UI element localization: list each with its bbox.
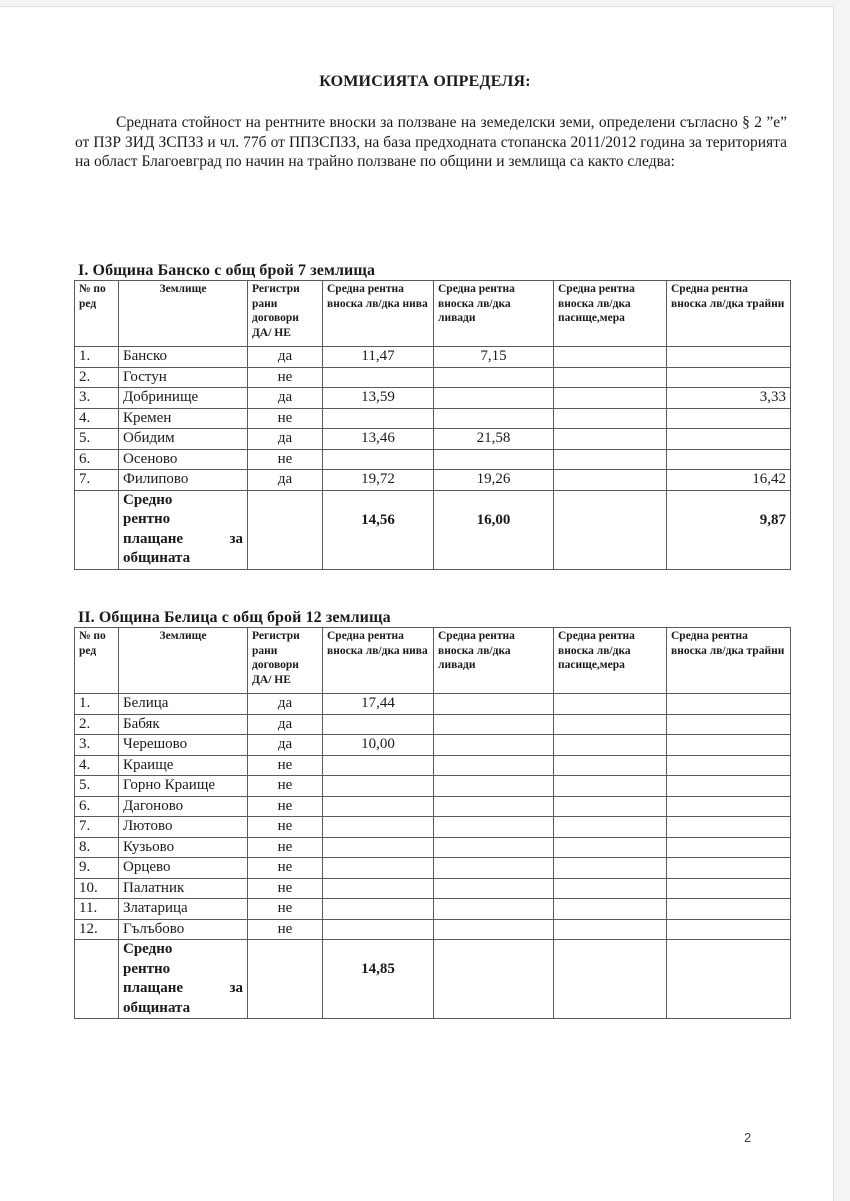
cell-arable [323, 858, 434, 879]
cell-registered: да [248, 694, 323, 715]
summary-row [75, 940, 791, 1019]
cell-perennial: 3,33 [667, 388, 791, 409]
cell-arable: 17,44 [323, 694, 434, 715]
table-row [75, 735, 791, 756]
table-row [75, 899, 791, 920]
cell-pasture [554, 878, 667, 899]
cell-arable [323, 919, 434, 940]
cell-no: 7. [75, 817, 119, 838]
cell-registered: не [248, 367, 323, 388]
cell-no: 8. [75, 837, 119, 858]
cell-registered: не [248, 858, 323, 879]
cell-arable [323, 755, 434, 776]
summary-arable: 14,56 [323, 490, 434, 569]
table-row [75, 817, 791, 838]
table-row [75, 776, 791, 797]
cell-pasture [554, 735, 667, 756]
cell-pasture [554, 919, 667, 940]
summary-label-word: плащане [123, 530, 184, 547]
cell-land: Добринище [119, 388, 248, 409]
cell-arable [323, 796, 434, 817]
cell-perennial [667, 449, 791, 470]
document-page [0, 6, 834, 1201]
cell-empty [75, 490, 119, 569]
cell-land: Обидим [119, 429, 248, 450]
table-row [75, 429, 791, 450]
cell-meadows [434, 755, 554, 776]
table-row [75, 714, 791, 735]
summary-perennial: 9,87 [667, 490, 791, 569]
cell-empty [248, 490, 323, 569]
summary-label-word: за [229, 980, 243, 996]
rent-table-bansko [74, 280, 791, 570]
cell-perennial [667, 367, 791, 388]
cell-perennial [667, 837, 791, 858]
summary-label-line: общината [123, 999, 191, 1016]
cell-arable: 13,59 [323, 388, 434, 409]
cell-meadows [434, 796, 554, 817]
cell-registered: не [248, 899, 323, 920]
cell-registered: не [248, 449, 323, 470]
cell-perennial [667, 858, 791, 879]
table-row [75, 408, 791, 429]
cell-no: 6. [75, 796, 119, 817]
cell-land: Краище [119, 755, 248, 776]
cell-land: Палатник [119, 878, 248, 899]
col-header-meadows: Средна рентна вноска лв/дка ливади [434, 281, 554, 347]
cell-no: 10. [75, 878, 119, 899]
cell-land: Златарица [119, 899, 248, 920]
cell-land: Лютово [119, 817, 248, 838]
cell-arable [323, 714, 434, 735]
section-heading-bansko: I. Община Банско с общ брой 7 землища [78, 262, 376, 279]
cell-registered: да [248, 735, 323, 756]
cell-arable [323, 899, 434, 920]
col-header-land: Землище [119, 628, 248, 694]
cell-registered: не [248, 878, 323, 899]
cell-perennial [667, 919, 791, 940]
cell-meadows [434, 388, 554, 409]
cell-perennial [667, 347, 791, 368]
cell-meadows [434, 817, 554, 838]
col-header-registered: Регистри рани договори ДА/ НЕ [248, 628, 323, 694]
cell-no: 9. [75, 858, 119, 879]
col-header-no: № по ред [75, 281, 119, 347]
table-header-row [75, 628, 791, 694]
cell-arable [323, 817, 434, 838]
cell-registered: да [248, 347, 323, 368]
cell-land: Орцево [119, 858, 248, 879]
cell-arable: 10,00 [323, 735, 434, 756]
table-row [75, 449, 791, 470]
cell-arable [323, 878, 434, 899]
cell-meadows [434, 837, 554, 858]
cell-pasture [554, 408, 667, 429]
cell-perennial: 16,42 [667, 470, 791, 491]
cell-perennial [667, 776, 791, 797]
cell-perennial [667, 796, 791, 817]
cell-registered: не [248, 408, 323, 429]
cell-registered: не [248, 837, 323, 858]
cell-meadows [434, 919, 554, 940]
cell-no: 2. [75, 367, 119, 388]
cell-registered: да [248, 714, 323, 735]
cell-meadows [434, 408, 554, 429]
cell-pasture [554, 796, 667, 817]
table-row [75, 796, 791, 817]
summary-label-line: Средно [123, 941, 173, 957]
cell-land: Дагоново [119, 796, 248, 817]
table-row [75, 837, 791, 858]
cell-pasture [554, 899, 667, 920]
table-row [75, 878, 791, 899]
summary-label [119, 490, 248, 569]
cell-meadows [434, 899, 554, 920]
col-header-perennial: Средна рентна вноска лв/дка трайни [667, 628, 791, 694]
cell-pasture [554, 858, 667, 879]
cell-perennial [667, 878, 791, 899]
cell-pasture [554, 347, 667, 368]
cell-no: 5. [75, 776, 119, 797]
cell-pasture [554, 837, 667, 858]
cell-land: Черешово [119, 735, 248, 756]
cell-land: Гостун [119, 367, 248, 388]
cell-pasture [554, 817, 667, 838]
cell-no: 4. [75, 408, 119, 429]
cell-arable [323, 837, 434, 858]
summary-arable: 14,85 [323, 940, 434, 1019]
cell-perennial [667, 694, 791, 715]
cell-arable: 13,46 [323, 429, 434, 450]
table-row [75, 694, 791, 715]
cell-pasture [554, 429, 667, 450]
cell-meadows [434, 367, 554, 388]
cell-registered: да [248, 470, 323, 491]
table-header-row [75, 281, 791, 347]
cell-arable [323, 449, 434, 470]
col-header-registered: Регистри рани договори ДА/ НЕ [248, 281, 323, 347]
cell-arable [323, 776, 434, 797]
cell-perennial [667, 817, 791, 838]
table-row [75, 367, 791, 388]
cell-no: 3. [75, 735, 119, 756]
cell-meadows [434, 714, 554, 735]
summary-label-line: рентно [123, 960, 171, 977]
col-header-land: Землище [119, 281, 248, 347]
cell-arable: 11,47 [323, 347, 434, 368]
col-header-perennial: Средна рентна вноска лв/дка трайни [667, 281, 791, 347]
summary-perennial [667, 940, 791, 1019]
cell-pasture [554, 694, 667, 715]
summary-label [119, 940, 248, 1019]
cell-meadows: 21,58 [434, 429, 554, 450]
cell-perennial [667, 408, 791, 429]
cell-meadows [434, 858, 554, 879]
summary-pasture [554, 940, 667, 1019]
summary-label-word: за [229, 530, 243, 547]
col-header-pasture: Средна рентна вноска лв/дка пасище,мера [554, 628, 667, 694]
col-header-meadows: Средна рентна вноска лв/дка ливади [434, 628, 554, 694]
section-heading-belitsa: II. Община Белица с общ брой 12 землища [78, 609, 391, 626]
summary-label-line [123, 979, 243, 999]
col-header-no: № по ред [75, 628, 119, 694]
cell-meadows [434, 449, 554, 470]
table-row [75, 347, 791, 368]
cell-meadows: 19,26 [434, 470, 554, 491]
cell-meadows [434, 694, 554, 715]
summary-row [75, 490, 791, 569]
document-title: КОМИСИЯТА ОПРЕДЕЛЯ: [319, 73, 531, 90]
summary-label-line: общината [123, 550, 191, 566]
cell-arable [323, 367, 434, 388]
cell-registered: не [248, 776, 323, 797]
cell-empty [75, 940, 119, 1019]
cell-arable [323, 408, 434, 429]
page-number: 2 [744, 1130, 752, 1145]
cell-land: Белица [119, 694, 248, 715]
cell-land: Бабяк [119, 714, 248, 735]
cell-no: 1. [75, 694, 119, 715]
intro-paragraph: Средната стойност на рентните вноски за ползване на земеделски земи, определени съгласно § 2 ”е” от ПЗР ЗИД ЗСПЗЗ и чл. 77б от ППЗСПЗЗ, на база предходната стопанска 2011/2012 година за територията на област Благоевград по начин на трайно ползване по общини и землища са както следва: [75, 114, 787, 170]
cell-pasture [554, 755, 667, 776]
cell-registered: да [248, 429, 323, 450]
cell-meadows: 7,15 [434, 347, 554, 368]
cell-no: 2. [75, 714, 119, 735]
cell-no: 7. [75, 470, 119, 491]
cell-registered: не [248, 796, 323, 817]
summary-label-line: рентно [123, 511, 171, 527]
cell-land: Кремен [119, 408, 248, 429]
cell-pasture [554, 367, 667, 388]
cell-pasture [554, 449, 667, 470]
cell-land: Банско [119, 347, 248, 368]
cell-no: 5. [75, 429, 119, 450]
table-row [75, 388, 791, 409]
table-row [75, 858, 791, 879]
cell-pasture [554, 388, 667, 409]
cell-perennial [667, 429, 791, 450]
cell-registered: не [248, 755, 323, 776]
cell-meadows [434, 735, 554, 756]
cell-empty [248, 940, 323, 1019]
summary-label-word: плащане [123, 980, 184, 996]
cell-registered: не [248, 919, 323, 940]
cell-registered: не [248, 817, 323, 838]
cell-land: Филипово [119, 470, 248, 491]
cell-no: 11. [75, 899, 119, 920]
summary-label-line [123, 530, 243, 550]
table-row [75, 755, 791, 776]
col-header-arable: Средна рентна вноска лв/дка нива [323, 628, 434, 694]
summary-meadows: 16,00 [434, 490, 554, 569]
cell-meadows [434, 878, 554, 899]
cell-pasture [554, 470, 667, 491]
cell-pasture [554, 714, 667, 735]
cell-perennial [667, 714, 791, 735]
cell-no: 3. [75, 388, 119, 409]
cell-meadows [434, 776, 554, 797]
summary-pasture [554, 490, 667, 569]
rent-table-belitsa [74, 627, 791, 1019]
cell-perennial [667, 735, 791, 756]
cell-perennial [667, 899, 791, 920]
cell-no: 1. [75, 347, 119, 368]
cell-no: 12. [75, 919, 119, 940]
cell-no: 6. [75, 449, 119, 470]
cell-land: Горно Краище [119, 776, 248, 797]
cell-land: Кузьово [119, 837, 248, 858]
cell-arable: 19,72 [323, 470, 434, 491]
cell-land: Осеново [119, 449, 248, 470]
cell-perennial [667, 755, 791, 776]
col-header-pasture: Средна рентна вноска лв/дка пасище,мера [554, 281, 667, 347]
cell-pasture [554, 776, 667, 797]
summary-label-line: Средно [123, 491, 173, 508]
cell-land: Гълъбово [119, 919, 248, 940]
col-header-arable: Средна рентна вноска лв/дка нива [323, 281, 434, 347]
table-row [75, 919, 791, 940]
cell-no: 4. [75, 755, 119, 776]
cell-registered: да [248, 388, 323, 409]
table-row [75, 470, 791, 491]
summary-meadows [434, 940, 554, 1019]
